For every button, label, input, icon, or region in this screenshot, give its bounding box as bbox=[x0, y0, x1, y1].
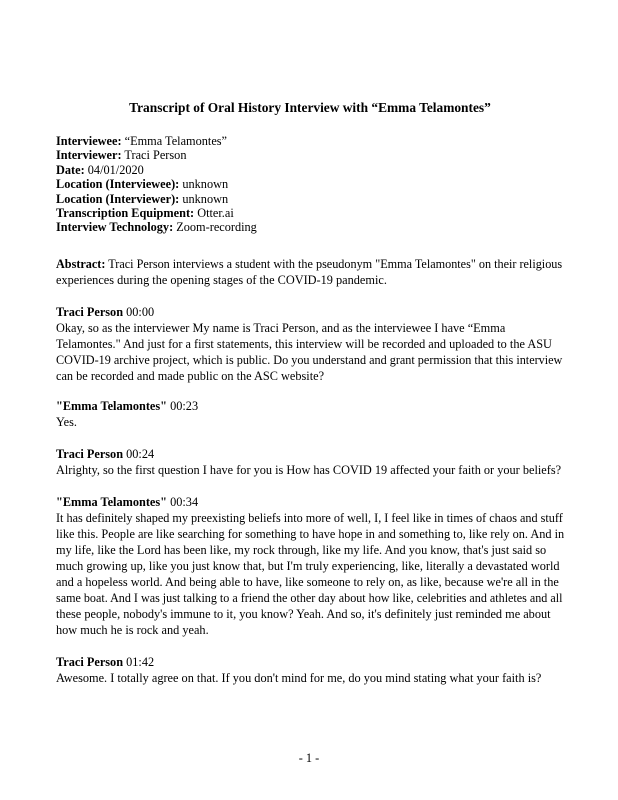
metadata-label: Interviewee: bbox=[56, 134, 122, 148]
metadata-interviewee bbox=[56, 134, 257, 148]
transcript-line: COVID-19 archive project, which is public. Do you understand and grant permission that this interview bbox=[56, 353, 563, 367]
metadata-location-interviewer bbox=[56, 192, 257, 206]
transcript-line: Yes. bbox=[56, 415, 77, 429]
timestamp: 01:42 bbox=[126, 655, 155, 669]
metadata-interview-technology bbox=[56, 220, 257, 234]
transcript-line: and a hopeless world. And being able to have, like someone to rely on, as like, because we're all in the bbox=[56, 575, 559, 589]
transcript-line: same boat. And I was just talking to a friend the other day about how like, celebrities and athletes and all bbox=[56, 591, 563, 605]
metadata-location-interviewee bbox=[56, 177, 257, 191]
page-number: - 1 - bbox=[298, 751, 320, 765]
metadata-label: Transcription Equipment: bbox=[56, 206, 195, 221]
timestamp: 00:24 bbox=[126, 447, 155, 461]
transcript-line: how much he is rock and yeah. bbox=[56, 623, 209, 637]
speaker-name: Traci Person bbox=[56, 305, 124, 319]
speaker-header bbox=[56, 398, 564, 414]
metadata-value: Otter.ai bbox=[197, 206, 234, 221]
document-title: Transcript of Oral History Interview with “Emma Telamontes” bbox=[129, 100, 491, 115]
abstract bbox=[56, 256, 564, 288]
speaker-name: "Emma Telamontes" bbox=[56, 495, 168, 509]
transcript-turn bbox=[56, 654, 564, 686]
transcript-line: It has definitely shaped my preexisting beliefs into more of well, I, I feel like in times of chaos and stuff bbox=[56, 511, 563, 525]
transcript-line: Telamontes." And just for a first statements, this interview will be recorded and uploaded to the ASU bbox=[56, 337, 552, 351]
transcript-line: can be recorded and made public on the ASC website? bbox=[56, 369, 325, 383]
timestamp: 00:00 bbox=[126, 305, 155, 319]
transcript-line: my life, like the Lord has been like, my rock through, like my life. And you know, that's just said so bbox=[56, 543, 547, 557]
metadata-value: Zoom-recording bbox=[176, 220, 257, 235]
transcript-line: Alrighty, so the first question I have for you is How has COVID 19 affected your faith or your beliefs? bbox=[56, 463, 562, 477]
metadata-value: Traci Person bbox=[124, 148, 187, 163]
speaker-name: Traci Person bbox=[56, 447, 124, 461]
speaker-header bbox=[56, 654, 564, 670]
interview-metadata bbox=[56, 134, 257, 235]
metadata-value: unknown bbox=[182, 191, 229, 206]
metadata-label: Interviewer: bbox=[56, 148, 122, 163]
transcript-line: Okay, so as the interviewer My name is Traci Person, and as the interviewee I have “Emma bbox=[56, 321, 506, 335]
metadata-label: Interview Technology: bbox=[56, 220, 174, 235]
transcript-line: Awesome. I totally agree on that. If you don't mind for me, do you mind stating what your faith is? bbox=[56, 671, 542, 685]
timestamp: 00:23 bbox=[170, 399, 199, 413]
abstract-label: Abstract: bbox=[56, 257, 106, 271]
transcript-turn bbox=[56, 494, 564, 638]
transcript-line: much growing up, like you just know that, but I'm truly experiencing, like, literally a devastated world bbox=[56, 559, 560, 573]
transcript-turn bbox=[56, 446, 564, 478]
metadata-label: Location (Interviewer): bbox=[56, 191, 180, 206]
metadata-interviewer bbox=[56, 148, 257, 162]
speaker-header bbox=[56, 494, 564, 510]
metadata-value: 04/01/2020 bbox=[87, 162, 144, 177]
abstract-line bbox=[56, 256, 564, 272]
metadata-label: Date: bbox=[56, 162, 85, 177]
transcript-turn bbox=[56, 304, 564, 384]
metadata-date bbox=[56, 163, 257, 177]
speaker-name: Traci Person bbox=[56, 655, 124, 669]
transcript-turn bbox=[56, 398, 564, 430]
speaker-header bbox=[56, 446, 564, 462]
speaker-header bbox=[56, 304, 564, 320]
metadata-label: Location (Interviewee): bbox=[56, 177, 180, 192]
transcript-line: these people, nobody's immune to it, you know? Yeah. And so, it's definitely just reminded me about bbox=[56, 607, 551, 621]
timestamp: 00:34 bbox=[170, 495, 199, 509]
metadata-transcription-equipment bbox=[56, 206, 257, 220]
speaker-name: "Emma Telamontes" bbox=[56, 399, 168, 413]
transcript-line: like this. People are like searching for something to have hope in and something to, like rely on. And in bbox=[56, 527, 565, 541]
abstract-text: Traci Person interviews a student with the pseudonym "Emma Telamontes" on their religious bbox=[108, 257, 563, 271]
metadata-value: “Emma Telamontes” bbox=[124, 134, 228, 148]
abstract-line: experiences during the opening stages of the COVID-19 pandemic. bbox=[56, 273, 387, 287]
metadata-value: unknown bbox=[182, 177, 229, 192]
